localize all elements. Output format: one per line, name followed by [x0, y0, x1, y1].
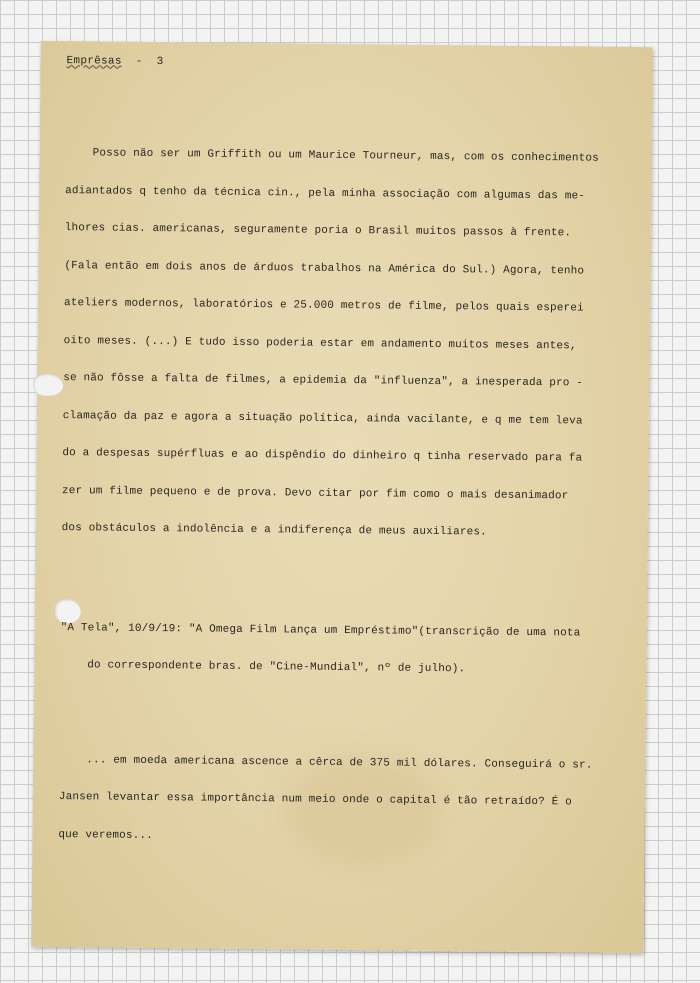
header-separator: - — [135, 55, 143, 68]
text-line: zer um filme pequeno e de prova. Devo citar por fim como o mais desanimador — [61, 484, 569, 502]
text-line: oito meses. (...) E tudo isso poderia estar em andamento muitos meses antes, — [63, 334, 577, 352]
text-line: clamação da paz e agora a situação política, ainda vacilante, e q me tem leva — [62, 409, 583, 428]
typewritten-page — [31, 41, 652, 953]
document-body — [58, 97, 636, 897]
text-line: se não fôsse a falta de filmes, a epidemia da "influenza", a inesperada pro - — [63, 372, 584, 390]
text-line: ... em moeda americana ascence a cêrca de 375 mil dólares. Conseguirá o sr. — [59, 753, 593, 772]
text-line: "A Tela", 10/9/19: "A Omega Film Lança um Empréstimo"(transcrição de uma nota — [60, 621, 581, 640]
text-line: do a despesas supérfluas e ao dispêndio do dinheiro q tinha reservado para fa — [62, 447, 583, 465]
text-line: ateliers modernos, laboratórios e 25.000 metros de filme, pelos quais esperei — [63, 297, 584, 315]
page-header — [66, 55, 163, 68]
text-line: Posso não ser um Griffith ou um Maurice Tourneur, mas, com os conhecimentos — [65, 147, 599, 165]
text-line: dos obstáculos a indolência e a indiferença de meus auxiliares. — [61, 522, 488, 539]
page-number: 3 — [156, 56, 164, 69]
text-line: Jansen levantar essa importância num meio onde o capital é tão retraído? É o — [58, 791, 572, 809]
text-line: que veremos... — [58, 828, 154, 842]
paragraph-citation — [60, 597, 631, 703]
text-line: lhores cias. americanas, seguramente poria o Brasil muitos passos à frente. — [64, 222, 572, 240]
text-line: do correspondente bras. de "Cine-Mundial", nº de julho). — [60, 659, 466, 676]
header-title: Emprêsas — [66, 55, 122, 68]
paragraph-quote — [61, 122, 636, 565]
paragraph-excerpt — [58, 729, 629, 872]
punch-hole-top — [33, 374, 63, 396]
text-line: (Fala então em dois anos de árduos trabalhos na América do Sul.) Agora, tenho — [64, 259, 585, 278]
text-line: adiantados q tenho da técnica cin., pela minha associação com algumas das me- — [65, 184, 586, 203]
